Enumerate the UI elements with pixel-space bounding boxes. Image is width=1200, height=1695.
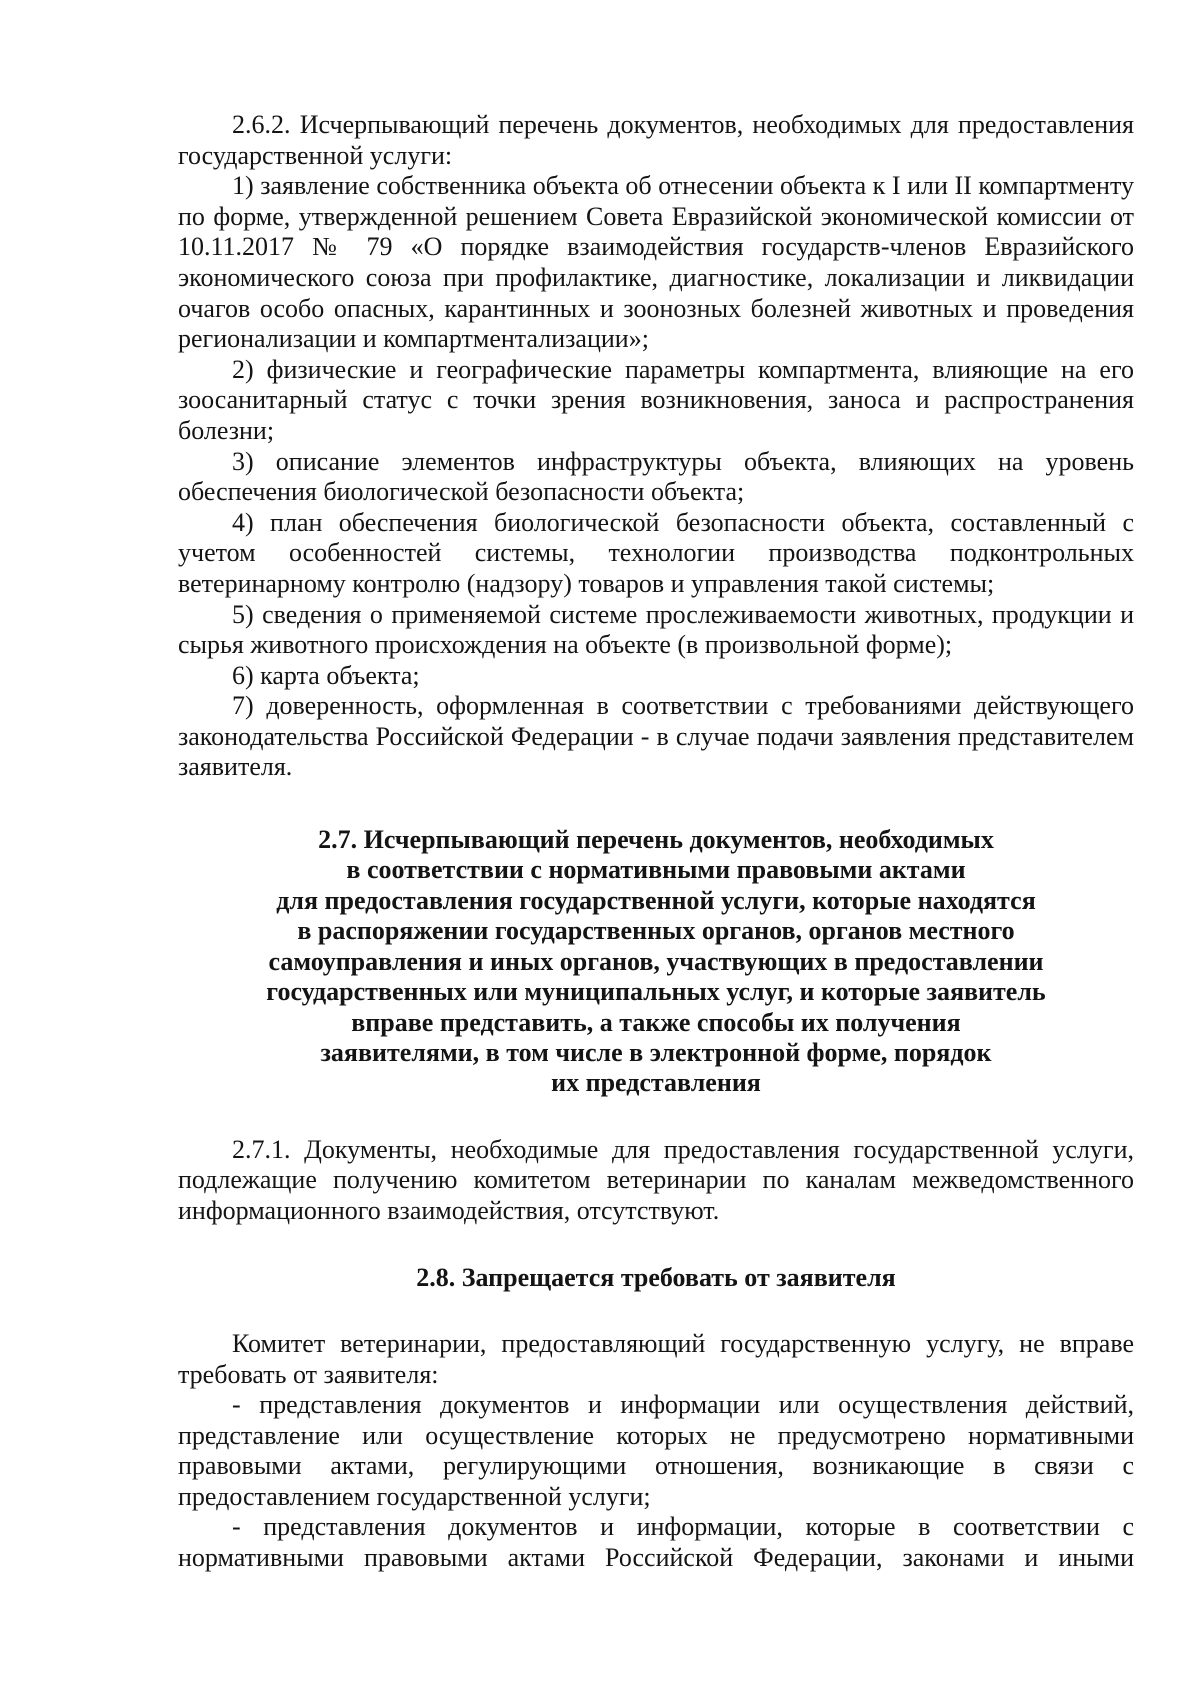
list-item: 1) заявление собственника объекта об отнесении объекта к I или II компартменту по форме, утвержденной решением Совета Евразийской экономической комиссии от 10.11.2017 № 79 «О порядке взаимодействия государств-членов Евразийского экономического союза при профилактике, диагностике, локализации и ликвидации очагов особо опасных, карантинных и зоонозных болезней животных и проведения регионализации и компартментализации»; (178, 171, 1134, 354)
heading-line: государственных или муниципальных услуг, и которые заявитель (266, 977, 1046, 1007)
heading-line: их представления (551, 1068, 761, 1098)
heading-line: самоуправления и иных органов, участвующих в предоставлении (268, 946, 1044, 976)
heading-line: в распоряжении государственных органов, органов местного (297, 916, 1015, 946)
paragraph-2-7-1: 2.7.1. Документы, необходимые для предоставления государственной услуги, подлежащие получению комитетом ветеринарии по каналам межведомственного информационного взаимодействия, отсутствуют. (178, 1134, 1134, 1225)
heading-line: 2.7. Исчерпывающий перечень документов, необходимых (318, 825, 994, 855)
paragraph-2-8-intro: Комитет ветеринарии, предоставляющий государственную услугу, не вправе требовать от заявителя: (178, 1328, 1134, 1389)
list-item: 7) доверенность, оформленная в соответствии с требованиями действующего законодательства Российской Федерации - в случае подачи заявления представителем заявителя. (178, 691, 1134, 782)
heading-line: вправе представить, а также способы их получения (351, 1007, 961, 1037)
heading-line: в соответствии с нормативными правовыми актами (346, 855, 966, 885)
list-item: - представления документов и информации или осуществления действий, представление или осуществление которых не предусмотрено нормативными правовыми актами, регулирующими отношения, возникающие в связи с предоставлением государственной услуги; (178, 1390, 1134, 1511)
list-item: 6) карта объекта; (232, 660, 420, 690)
section-2-8-heading: 2.8. Запрещается требовать от заявителя (416, 1262, 896, 1292)
section-2-7-heading (178, 825, 1134, 1099)
document-page (178, 110, 1134, 1574)
list-item: 4) план обеспечения биологической безопасности объекта, составленный с учетом особенностей системы, технологии производства подконтрольных ветеринарному контролю (надзору) товаров и управления такой системы; (178, 507, 1134, 598)
list-item: - представления документов и информации, которые в соответствии с нормативными правовыми актами Российской Федерации, законами и иными (178, 1512, 1134, 1573)
list-item: 2) физические и географические параметры компартмента, влияющие на его зоосанитарный статус с точки зрения возникновения, заноса и распространения болезни; (178, 354, 1134, 445)
heading-line: для предоставления государственной услуги, которые находятся (276, 885, 1036, 915)
list-item: 5) сведения о применяемой системе прослеживаемости животных, продукции и сырья животного происхождения на объекте (в произвольной форме); (178, 599, 1134, 660)
heading-line: заявителями, в том числе в электронной форме, порядок (320, 1037, 992, 1067)
list-item: 3) описание элементов инфраструктуры объекта, влияющих на уровень обеспечения биологической безопасности объекта; (178, 446, 1134, 507)
paragraph-2-6-2-intro: 2.6.2. Исчерпывающий перечень документов, необходимых для предоставления государственной услуги: (178, 110, 1134, 170)
